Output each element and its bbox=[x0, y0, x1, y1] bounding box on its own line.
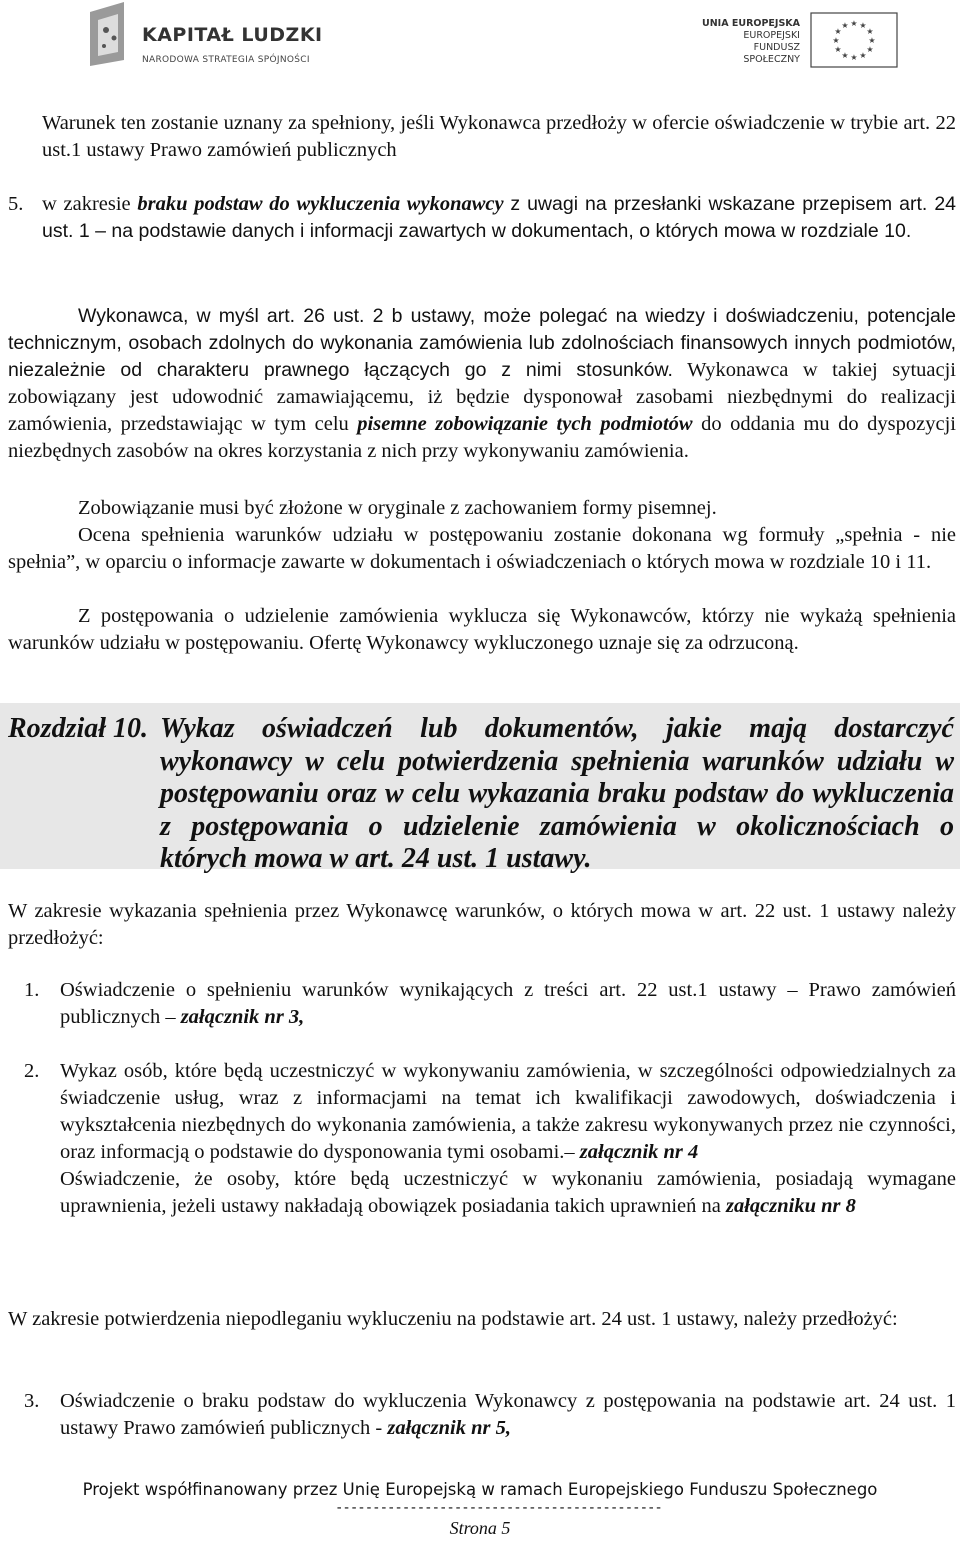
item-5-text bbox=[42, 191, 956, 245]
page-number: Strona 5 bbox=[449, 1518, 511, 1538]
eu-logo-line2: EUROPEJSKI bbox=[743, 30, 800, 41]
wykonawca-sans-text: Wykonawca, w myśl art. 26 ust. 2 b ustawy, może polegać na wiedzy i doświadczeniu, potencjale technicznym, osobach zdolnych do wykonania zamówienia lub zdolnościach finansowych innych podmiotów, niezależnie od charakteru prawnego łączących go z nimi stosunków. bbox=[8, 305, 956, 381]
page-header bbox=[0, 0, 960, 80]
item-5-number: 5. bbox=[8, 193, 24, 215]
wykonawca-emphasis: pisemne zobowiązanie tych podmiotów bbox=[357, 413, 693, 435]
kapital-ludzki-logo bbox=[84, 2, 324, 68]
eu-logo-line1: UNIA EUROPEJSKA bbox=[702, 18, 800, 29]
top-paragraph: Warunek ten zostanie uznany za spełniony, jeśli Wykonawca przedłoży w ofercie oświadczenie w trybie art. 22 ust.1 ustawy Prawo zamówień publicznych bbox=[42, 112, 956, 161]
kapital-ludzki-title: KAPITAŁ LUDZKI bbox=[142, 24, 323, 46]
wyklucza-paragraph: Z postępowania o udzielenie zamówienia wyklucza się Wykonawców, którzy nie wykażą spełnienia warunków udziału w postępowaniu. Ofertę Wykonawcy wykluczonego uznaje się za odrzuconą. bbox=[8, 605, 956, 654]
svg-text:★: ★ bbox=[850, 53, 858, 62]
chapter-label: Rozdział 10. bbox=[8, 713, 149, 744]
svg-text:★: ★ bbox=[866, 45, 874, 54]
list-item-1 bbox=[60, 977, 956, 1031]
list-item-2-number: 2. bbox=[24, 1060, 40, 1082]
list-item-2-text: Wykaz osób, które będą uczestniczyć w wykonywaniu zamówienia, w szczególności odpowiedzialnych za świadczenie usług, wraz z informacjami na temat ich kwalifikacji zawodowych, doświadczenia i wykształcenia niezbędnych do wykonania zamówienia, a także zakresu wykonywanych przez nie czynności, oraz informacją o podstawie do dysponowania tymi osobami.– bbox=[60, 1060, 956, 1163]
item-5-lead: w zakresie bbox=[42, 193, 131, 215]
svg-text:★: ★ bbox=[834, 45, 842, 54]
intro-paragraph-2: W zakresie potwierdzenia niepodleganiu wykluczeniu na podstawie art. 24 ust. 1 ustawy, należy przedłożyć: bbox=[8, 1308, 898, 1330]
list-item-3-number: 3. bbox=[24, 1390, 40, 1412]
list-item-1-number: 1. bbox=[24, 979, 40, 1001]
kapital-ludzki-emblem-icon bbox=[84, 2, 140, 66]
eu-flag-icon bbox=[810, 12, 898, 68]
kapital-ludzki-subtitle: NARODOWA STRATEGIA SPÓJNOŚCI bbox=[142, 55, 310, 65]
wykonawca-paragraph bbox=[8, 303, 956, 465]
eu-logo-line3: FUNDUSZ SPOŁECZNY bbox=[743, 42, 800, 65]
list-item-3-text: Oświadczenie o braku podstaw do wykluczenia Wykonawcy z postępowania na podstawie art. 24 ust. 1 ustawy Prawo zamówień publicznych - bbox=[60, 1390, 956, 1439]
svg-text:★: ★ bbox=[859, 21, 867, 30]
list-item-2-attachment-2: załączniku nr 8 bbox=[726, 1195, 856, 1217]
eu-logo bbox=[700, 12, 900, 68]
list-item-2 bbox=[60, 1058, 956, 1220]
list-item-1-text: Oświadczenie o spełnieniu warunków wynikających z treści art. 22 ust.1 ustawy – Prawo zamówień publicznych – bbox=[60, 979, 956, 1028]
ocena-paragraph: Ocena spełnienia warunków udziału w postępowaniu zostanie dokonana wg formuły „spełnia - nie spełnia”, w oparciu o informacje zawarte w dokumentach i oświadczeniach o których mowa w rozdziale 10 i 11. bbox=[8, 524, 956, 573]
svg-text:★: ★ bbox=[834, 27, 842, 36]
intro-paragraph-1: W zakresie wykazania spełnienia przez Wykonawcę warunków, o których mowa w art. 22 ust. 1 ustawy należy przedłożyć: bbox=[8, 900, 956, 949]
svg-text:★: ★ bbox=[832, 36, 840, 45]
list-item-1-attachment: załącznik nr 3, bbox=[180, 1006, 305, 1028]
svg-text:★: ★ bbox=[841, 21, 849, 30]
item-5-rest: z uwagi na przesłanki wskazane przepisem art. 24 ust. 1 – na podstawie danych i informacji zawartych w dokumentach, o których mowa w rozdziale 10. bbox=[42, 193, 957, 242]
list-item-3 bbox=[60, 1388, 956, 1442]
wykonawca-serif-text: Wykonawca w takiej sytuacji zobowiązany jest udowodnić zamawiającemu, iż będzie dysponował zasobami niezbędnymi do realizacji zamówienia, przedstawiając w tym celu bbox=[8, 359, 956, 435]
svg-text:★: ★ bbox=[850, 19, 858, 28]
list-item-2-attachment: załącznik nr 4 bbox=[579, 1141, 699, 1163]
footer-separator: -------------------------------------------- bbox=[335, 1500, 662, 1516]
svg-text:★: ★ bbox=[859, 51, 867, 60]
svg-text:★: ★ bbox=[868, 36, 876, 45]
chapter-title: Wykaz oświadczeń lub dokumentów, jakie mają dostarczyć wykonawcy w celu potwierdzenia spełnienia warunków udziału w postępowaniu oraz w celu wykazania braku podstaw do wykluczenia z postępowania o udzielenie zamówienia w okolicznościach o których mowa w art. 24 ust. 1 ustawy. bbox=[160, 713, 954, 874]
item-5-emphasis: braku podstaw do wykluczenia wykonawcy bbox=[137, 193, 504, 215]
svg-text:★: ★ bbox=[841, 51, 849, 60]
chapter-heading bbox=[0, 703, 960, 874]
svg-text:★: ★ bbox=[866, 27, 874, 36]
list-item-3-attachment: załącznik nr 5, bbox=[387, 1417, 511, 1439]
wykonawca-end-text: do oddania mu do dyspozycji niezbędnych zasobów na okres korzystania z nich przy wykonywaniu zamówienia. bbox=[8, 413, 956, 462]
footer-project-text: Projekt współfinanowany przez Unię Europejską w ramach Europejskiego Funduszu Społecznego bbox=[82, 1480, 878, 1499]
zobowiazanie-paragraph: Zobowiązanie musi być złożone w oryginale z zachowaniem formy pisemnej. bbox=[78, 497, 717, 519]
list-item-2-text-2: Oświadczenie, że osoby, które będą uczestniczyć w wykonaniu zamówienia, posiadają wymagane uprawnienia, jeżeli ustawy nakładają obowiązek posiadania takich uprawnień na bbox=[60, 1168, 956, 1217]
